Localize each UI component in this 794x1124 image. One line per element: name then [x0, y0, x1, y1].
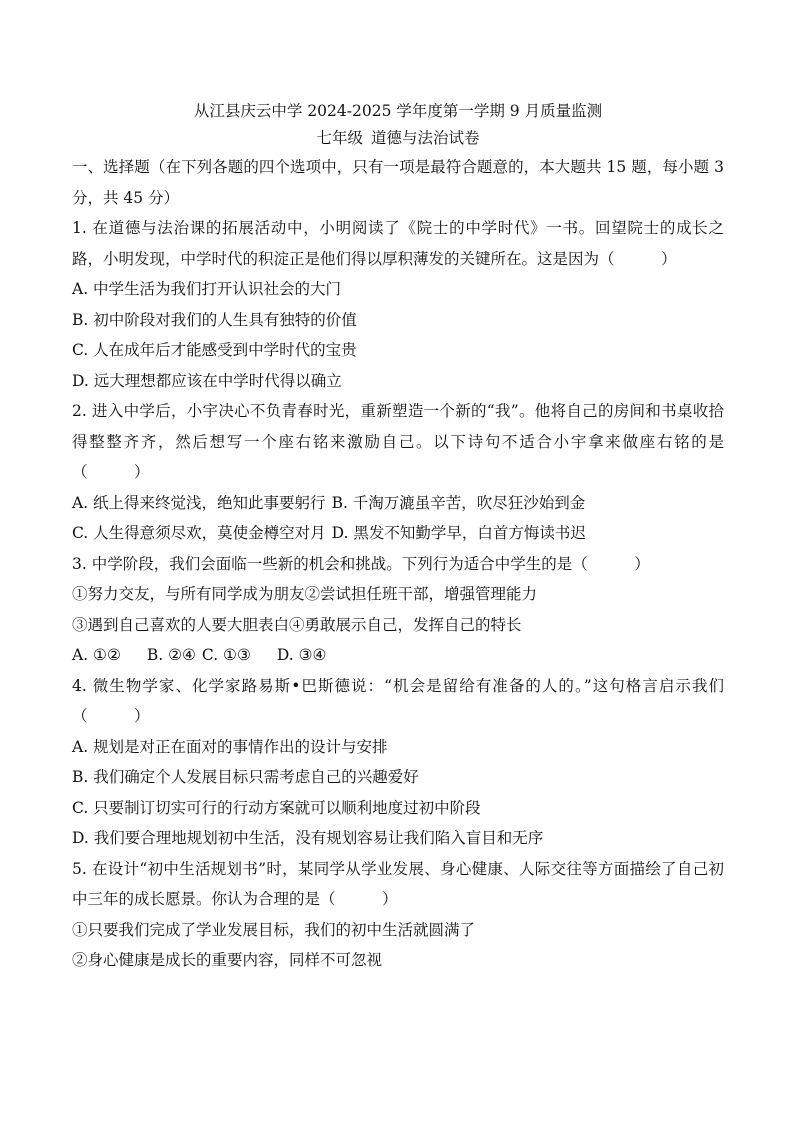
subtitle-subject: 道德与法治试卷 [371, 129, 480, 147]
question-4-option-b: B. 我们确定个人发展目标只需考虑自己的兴趣爱好 [72, 768, 419, 786]
question-3-option-b: B. ②④ [146, 646, 196, 664]
question-3-option-d: D. ③④ [276, 646, 327, 664]
exam-page [72, 98, 724, 976]
question-4-option-a: A. 规划是对正在面对的事情作出的设计与安排 [72, 737, 388, 756]
page-title: 从江县庆云中学 2024-2025 学年度第一学期 9 月质量监测 [193, 102, 603, 120]
question-5-statement-2: ②身心健康是成长的重要内容，同样不可忽视 [72, 951, 383, 969]
question-1-stem: 1. 在道德与法治课的拓展活动中，小明阅读了《院士的中学时代》一书。回望院士的成长之路，小明发现，中学时代的积淀正是他们得以厚积薄发的关键所在。这是因为（ ） [72, 219, 724, 268]
question-4-option-c: C. 只要制订切实可行的行动方案就可以顺利地度过初中阶段 [72, 798, 481, 817]
question-2-option-a: A. 纸上得来终觉浅，绝知此事要躬行 [72, 493, 326, 512]
question-4-stem: 4. 微生物学家、化学家路易斯•巴斯德说：“机会是留给有准备的人的。”这句格言启示我们（ ） [72, 676, 724, 725]
question-3-statement-1: ①努力交友，与所有同学成为朋友②尝试担任班干部，增强管理能力 [72, 585, 538, 603]
question-5-statement-1: ①只要我们完成了学业发展目标，我们的初中生活就圆满了 [72, 920, 476, 939]
question-2-options-cd [72, 518, 724, 549]
question-2-stem: 2. 进入中学后，小宇决心不负青春时光，重新塑造一个新的“我”。他将自己的房间和书桌收拾得整整齐齐，然后想写一个座右铭来激励自己。以下诗句不适合小宇拿来做座右铭的是（ ） [72, 402, 724, 481]
question-3-stem: 3. 中学阶段，我们会面临一些新的机会和挑战。下列行为适合中学生的是（ ） [72, 554, 650, 573]
question-3-option-a: A. ①② [72, 646, 121, 664]
section-intro: 一、选择题（在下列各题的四个选项中，只有一项是最符合题意的，本大题共 15 题，每小题 3 分，共 45 分） [72, 158, 724, 207]
question-1-option-a: A. 中学生活为我们打开认识社会的大门 [72, 280, 342, 298]
question-3-options [72, 640, 724, 671]
question-2-option-b: B. 千淘万漉虽辛苦，吹尽狂沙始到金 [331, 493, 586, 512]
question-3-option-c: C. ①③ [201, 646, 251, 664]
question-2-option-c: C. 人生得意须尽欢，莫使金樽空对月 [72, 524, 326, 542]
question-2-options-ab [72, 488, 724, 519]
question-1-option-d: D. 远大理想都应该在中学时代得以确立 [72, 371, 342, 390]
question-1-option-b: B. 初中阶段对我们的人生具有独特的价值 [72, 310, 357, 329]
question-5-stem: 5. 在设计“初中生活规划书”时，某同学从学业发展、身心健康、人际交往等方面描绘了自己初中三年的成长愿景。你认为合理的是（ ） [72, 859, 724, 908]
question-3-statement-2: ③遇到自己喜欢的人要大胆表白④勇敢展示自己，发挥自己的特长 [72, 615, 522, 634]
subtitle-grade: 七年级 [316, 129, 363, 147]
question-2-option-d: D. 黑发不知勤学早，白首方悔读书迟 [331, 524, 586, 542]
question-1-option-c: C. 人在成年后才能感受到中学时代的宝贵 [72, 341, 357, 359]
question-4-option-d: D. 我们要合理地规划初中生活，没有规划容易让我们陷入盲目和无序 [72, 829, 544, 847]
page-subtitle [72, 124, 724, 152]
